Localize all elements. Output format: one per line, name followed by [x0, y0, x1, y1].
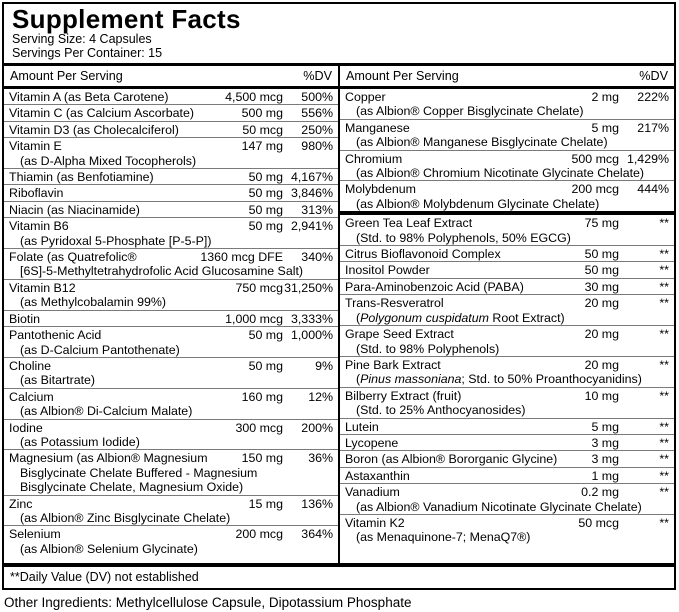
nutrient-name: Trans-Resveratrol: [345, 296, 444, 311]
nutrient-row-main: [345, 420, 669, 434]
nutrient-name: Vitamin C (as Calcium Ascorbate): [9, 106, 195, 121]
nutrient-amount: 200 mcg: [235, 527, 283, 542]
nutrient-amount: 147 mg: [241, 139, 283, 154]
nutrient-source: [345, 231, 669, 245]
nutrient-name: Riboflavin: [9, 186, 64, 201]
nutrient-dv: 9%: [315, 358, 333, 373]
source-text: (as D-Calcium Pantothenate): [20, 342, 180, 357]
nutrient-amount: 0.2 mg: [581, 485, 619, 500]
nutrient-source: [345, 311, 669, 325]
nutrient-row-main: [345, 216, 669, 230]
left-rows: [4, 89, 338, 556]
nutrient-row: [4, 357, 338, 388]
nutrient-dv: 217%: [637, 120, 669, 135]
nutrient-row-main: [345, 90, 669, 104]
nutrient-name: Vitamin E: [9, 139, 62, 154]
nutrient-source: [9, 234, 333, 248]
nutrient-name: Vitamin K2: [345, 515, 405, 530]
nutrient-dv: 12%: [308, 389, 333, 404]
nutrient-dv: **: [659, 515, 669, 530]
nutrient-amount: 50 mcg: [578, 515, 619, 530]
nutrient-row: [340, 356, 674, 387]
nutrient-name: Iodine: [9, 420, 43, 435]
nutrient-row: [4, 201, 338, 217]
nutrient-dv: 340%: [301, 250, 333, 265]
nutrient-amount: 3 mg: [591, 452, 619, 467]
nutrient-dv: 1,000%: [290, 328, 333, 343]
nutrient-source: [9, 373, 333, 387]
left-column-header: [4, 66, 338, 89]
nutrient-row: [340, 514, 674, 545]
nutrient-name: Green Tea Leaf Extract: [345, 216, 473, 231]
nutrient-dv: 31,250%: [284, 280, 333, 295]
nutrient-row: [340, 278, 674, 294]
nutrient-row: [340, 467, 674, 483]
nutrient-row: [4, 525, 338, 556]
nutrient-row-main: [345, 182, 669, 196]
nutrient-source: [9, 466, 333, 480]
percent-dv-label: %DV: [639, 69, 668, 83]
nutrient-name: Astaxanthin: [345, 468, 410, 483]
source-text: (as Albion® Manganese Bisglycinate Chelate): [356, 135, 608, 150]
nutrient-name: Manganese: [345, 120, 410, 135]
nutrient-amount: 500 mcg: [571, 151, 619, 166]
source-text: (as Albion® Copper Bisglycinate Chelate): [356, 104, 584, 119]
source-text: (Std. to 98% Polyphenols, 50% EGCG): [356, 230, 571, 245]
nutrient-amount: 2 mg: [591, 90, 619, 104]
nutrient-dv: 4,167%: [290, 170, 333, 185]
nutrient-dv: 313%: [301, 202, 333, 217]
nutrient-name: Selenium: [9, 527, 61, 542]
nutrient-dv: **: [659, 247, 669, 262]
nutrient-dv: **: [659, 279, 669, 294]
source-text: (as D-Alpha Mixed Tocopherols): [20, 153, 197, 168]
nutrient-row: [340, 261, 674, 277]
nutrient-name: Citrus Bioflavonoid Complex: [345, 247, 501, 262]
nutrient-row-main: [9, 359, 333, 373]
source-text: (as Albion® Zinc Bisglycinate Chelate): [20, 510, 231, 525]
botanical-name: Polygonum cuspidatum: [360, 310, 489, 325]
nutrient-source: [9, 404, 333, 418]
serving-size: Serving Size: 4 Capsules: [12, 32, 152, 46]
nutrient-dv: **: [659, 388, 669, 403]
nutrient-row-main: [9, 451, 333, 465]
nutrient-name: Choline: [9, 358, 52, 373]
nutrient-row-main: [9, 281, 333, 295]
nutrient-source: [345, 135, 669, 149]
nutrient-dv: **: [659, 485, 669, 500]
nutrient-dv: **: [659, 216, 669, 231]
nutrient-row: [4, 184, 338, 200]
nutrient-name: Chromium: [345, 151, 403, 166]
nutrient-dv: **: [659, 468, 669, 483]
nutrient-name: Thiamin (as Benfotiamine): [9, 170, 154, 185]
nutrient-name: Para-Aminobenzoic Acid (PABA): [345, 279, 524, 294]
nutrient-dv: 36%: [308, 451, 333, 466]
nutrient-row: [340, 387, 674, 418]
nutrient-row-main: [345, 280, 669, 294]
nutrient-source: [9, 480, 333, 494]
nutrient-row: [4, 388, 338, 419]
nutrient-name: Molybdenum: [345, 182, 416, 197]
source-text: ; Std. to 50% Proanthocyanidins): [461, 372, 642, 387]
nutrient-amount: 50 mg: [248, 186, 283, 201]
nutrient-row-main: [9, 497, 333, 511]
nutrient-source: [9, 435, 333, 449]
amount-per-serving-label: Amount Per Serving: [346, 69, 459, 83]
source-text: (as Pyridoxal 5-Phosphate [P-5-P]): [20, 233, 212, 248]
panel-head: [4, 4, 674, 63]
nutrient-section: [340, 89, 674, 211]
nutrient-row: [340, 119, 674, 150]
nutrient-row-main: [9, 90, 333, 104]
nutrient-row: [340, 150, 674, 181]
source-text: (as Bitartrate): [20, 373, 96, 388]
nutrient-row-main: [345, 263, 669, 277]
nutrient-row: [340, 450, 674, 466]
nutrient-row: [4, 168, 338, 184]
nutrient-row-main: [345, 152, 669, 166]
nutrient-row-main: [345, 121, 669, 135]
nutrient-dv: 3,333%: [290, 311, 333, 326]
nutrient-amount: 50 mg: [248, 358, 283, 373]
other-ingredients: Other Ingredients: Methylcellulose Capsule, Dipotassium Phosphate: [4, 595, 412, 610]
nutrient-amount: 300 mcg: [235, 420, 283, 435]
nutrient-name: Bilberry Extract (fruit): [345, 388, 462, 403]
nutrient-row-main: [345, 436, 669, 450]
nutrient-row: [340, 245, 674, 261]
nutrient-row-main: [9, 186, 333, 200]
nutrient-dv: 980%: [301, 139, 333, 154]
nutrient-row-main: [345, 247, 669, 261]
nutrient-row: [340, 294, 674, 325]
nutrient-section: [340, 211, 674, 545]
nutrient-row-main: [9, 106, 333, 120]
nutrient-dv: **: [659, 296, 669, 311]
nutrient-row: [4, 279, 338, 310]
nutrient-row: [4, 217, 338, 248]
nutrient-source: [345, 197, 669, 211]
nutrient-source: [345, 403, 669, 417]
nutrient-row-main: [345, 485, 669, 499]
source-text: (as Albion® Selenium Glycinate): [20, 541, 198, 556]
nutrient-name: Vitamin A (as Beta Carotene): [9, 90, 169, 104]
nutrient-row: [4, 89, 338, 104]
right-column-header: [340, 66, 674, 89]
nutrient-name: Vitamin B12: [9, 280, 76, 295]
nutrient-source: [345, 104, 669, 118]
nutrient-amount: 20 mg: [584, 296, 619, 311]
nutrient-dv: 556%: [301, 106, 333, 121]
nutrient-row: [340, 215, 674, 245]
nutrient-name: Calcium: [9, 389, 54, 404]
nutrient-amount: 150 mg: [241, 451, 283, 466]
nutrient-source: [9, 154, 333, 168]
daily-value-footnote: **Daily Value (DV) not established: [4, 563, 674, 588]
servings-per-container: Servings Per Container: 15: [12, 45, 163, 60]
nutrient-name: Vanadium: [345, 485, 400, 500]
right-rows: [340, 89, 674, 545]
source-text: (: [356, 372, 361, 387]
nutrient-row: [4, 326, 338, 357]
nutrient-name: Inositol Powder: [345, 263, 430, 278]
nutrient-source: [9, 343, 333, 357]
nutrient-row: [4, 495, 338, 526]
source-text: (Std. to 98% Polyphenols): [356, 341, 500, 356]
nutrient-dv: 2,941%: [290, 219, 333, 234]
nutrient-dv: 136%: [301, 496, 333, 511]
source-text: (as Albion® Chromium Nicotinate Glycinate Chelate): [356, 166, 645, 181]
nutrient-row-main: [9, 123, 333, 137]
nutrient-amount: 50 mg: [248, 219, 283, 234]
nutrient-row-main: [9, 312, 333, 326]
nutrient-name: Vitamin D3 (as Cholecalciferol): [9, 122, 179, 137]
source-text: (Std. to 25% Anthocyanosides): [356, 403, 526, 418]
nutrient-row: [340, 180, 674, 211]
nutrient-amount: 1 mg: [591, 468, 619, 483]
nutrient-name: Copper: [345, 90, 386, 104]
nutrient-dv: 3,846%: [290, 186, 333, 201]
nutrient-source: [345, 342, 669, 356]
nutrient-row: [4, 121, 338, 137]
nutrient-source: [345, 166, 669, 180]
source-text: Root Extract): [488, 310, 565, 325]
nutrient-row: [340, 418, 674, 434]
nutrient-name: Pantothenic Acid: [9, 328, 102, 343]
nutrient-dv: 1,429%: [626, 151, 669, 166]
nutrient-row-main: [345, 358, 669, 372]
nutrient-dv: 500%: [301, 90, 333, 104]
source-text: Bisglycinate Chelate Buffered - Magnesium: [20, 465, 258, 480]
nutrient-amount: 750 mcg: [235, 280, 283, 295]
panel-title: Supplement Facts: [12, 4, 241, 34]
nutrient-row-main: [9, 527, 333, 541]
nutrient-row: [4, 310, 338, 326]
nutrient-amount: 20 mg: [584, 357, 619, 372]
nutrient-row-main: [345, 516, 669, 530]
source-text: (as Albion® Vanadium Nicotinate Glycinate Chelate): [356, 499, 642, 514]
nutrient-name: Lutein: [345, 419, 379, 434]
nutrient-name: Vitamin B6: [9, 219, 69, 234]
nutrient-row-main: [345, 452, 669, 466]
nutrient-row: [340, 483, 674, 514]
nutrient-amount: 50 mg: [248, 202, 283, 217]
nutrient-amount: 5 mg: [591, 419, 619, 434]
nutrient-row: [4, 449, 338, 494]
nutrient-amount: 500 mg: [241, 106, 283, 121]
nutrient-dv: 364%: [301, 527, 333, 542]
nutrient-row-main: [345, 327, 669, 341]
nutrient-source: [9, 295, 333, 309]
nutrient-row-main: [345, 389, 669, 403]
nutrient-amount: 160 mg: [241, 389, 283, 404]
source-text: (as Methylcobalamin 99%): [20, 295, 166, 310]
nutrient-name: Grape Seed Extract: [345, 327, 454, 342]
source-text: (as Potassium Iodide): [20, 434, 140, 449]
nutrient-row-main: [345, 469, 669, 483]
nutrient-source: [345, 530, 669, 544]
nutrient-dv: **: [659, 452, 669, 467]
nutrient-dv: 444%: [637, 182, 669, 197]
nutrient-row-main: [9, 250, 333, 264]
nutrient-row-main: [9, 219, 333, 233]
nutrient-dv: **: [659, 263, 669, 278]
nutrient-amount: 10 mg: [584, 388, 619, 403]
nutrient-amount: 75 mg: [584, 216, 619, 231]
nutrient-amount: 50 mg: [584, 263, 619, 278]
nutrient-amount: 3 mg: [591, 435, 619, 450]
nutrient-source: [9, 264, 333, 278]
nutrient-row-main: [9, 390, 333, 404]
botanical-name: Pinus massoniana: [360, 372, 462, 387]
nutrient-amount: 50 mg: [584, 247, 619, 262]
nutrient-name: Folate (as Quatrefolic®: [9, 250, 137, 265]
nutrient-dv: **: [659, 419, 669, 434]
source-text: (as Albion® Molybdenum Glycinate Chelate): [356, 196, 600, 211]
nutrient-amount: 15 mg: [248, 496, 283, 511]
percent-dv-label: %DV: [303, 69, 332, 83]
nutrient-name: Lycopene: [345, 435, 399, 450]
nutrient-row-main: [9, 328, 333, 342]
nutrient-row-main: [9, 139, 333, 153]
nutrient-name: Biotin: [9, 311, 40, 326]
right-column: [340, 66, 674, 563]
nutrient-amount: 200 mcg: [571, 182, 619, 197]
nutrient-source: [345, 372, 669, 386]
supplement-facts-panel: [2, 2, 676, 590]
nutrient-amount: 50 mg: [248, 328, 283, 343]
nutrient-row: [4, 104, 338, 120]
nutrient-dv: **: [659, 357, 669, 372]
amount-per-serving-label: Amount Per Serving: [10, 69, 123, 83]
nutrient-amount: 4,500 mcg: [225, 90, 283, 104]
source-text: (as Albion® Di-Calcium Malate): [20, 404, 193, 419]
nutrient-row: [340, 325, 674, 356]
nutrient-row-main: [345, 296, 669, 310]
nutrient-row: [4, 248, 338, 279]
nutrient-source: [9, 542, 333, 556]
nutrient-dv: 222%: [637, 90, 669, 104]
nutrient-dv: 250%: [301, 122, 333, 137]
nutrient-name: Zinc: [9, 496, 33, 511]
nutrient-amount: 20 mg: [584, 327, 619, 342]
nutrient-amount: 50 mg: [248, 170, 283, 185]
nutrient-name: Pine Bark Extract: [345, 357, 441, 372]
nutrient-row-main: [9, 170, 333, 184]
nutrient-source: [9, 511, 333, 525]
nutrient-name: Niacin (as Niacinamide): [9, 202, 140, 217]
source-text: (as Menaquinone-7; MenaQ7®): [356, 530, 531, 545]
nutrient-dv: 200%: [301, 420, 333, 435]
nutrient-row: [340, 89, 674, 119]
nutrient-name: Boron (as Albion® Bororganic Glycine): [345, 452, 558, 467]
nutrient-dv: **: [659, 435, 669, 450]
nutrient-amount: 30 mg: [584, 279, 619, 294]
nutrient-row-main: [9, 421, 333, 435]
nutrient-row: [340, 434, 674, 450]
nutrient-amount: 1,000 mcg: [225, 311, 283, 326]
source-text: Bisglycinate Chelate, Magnesium Oxide): [20, 480, 244, 495]
facts-columns: [4, 63, 674, 563]
left-column: [4, 66, 340, 563]
nutrient-source: [345, 500, 669, 514]
source-text: (: [356, 310, 361, 325]
nutrient-dv: **: [659, 327, 669, 342]
nutrient-name: Magnesium (as Albion® Magnesium: [9, 451, 208, 466]
nutrient-row: [4, 137, 338, 168]
nutrient-row-main: [9, 203, 333, 217]
nutrient-amount: 5 mg: [591, 120, 619, 135]
source-text: [6S]-5-Methyltetrahydrofolic Acid Glucosamine Salt): [20, 264, 304, 279]
nutrient-amount: 1360 mcg DFE: [200, 250, 283, 265]
nutrient-amount: 50 mcg: [242, 122, 283, 137]
nutrient-row: [4, 419, 338, 450]
